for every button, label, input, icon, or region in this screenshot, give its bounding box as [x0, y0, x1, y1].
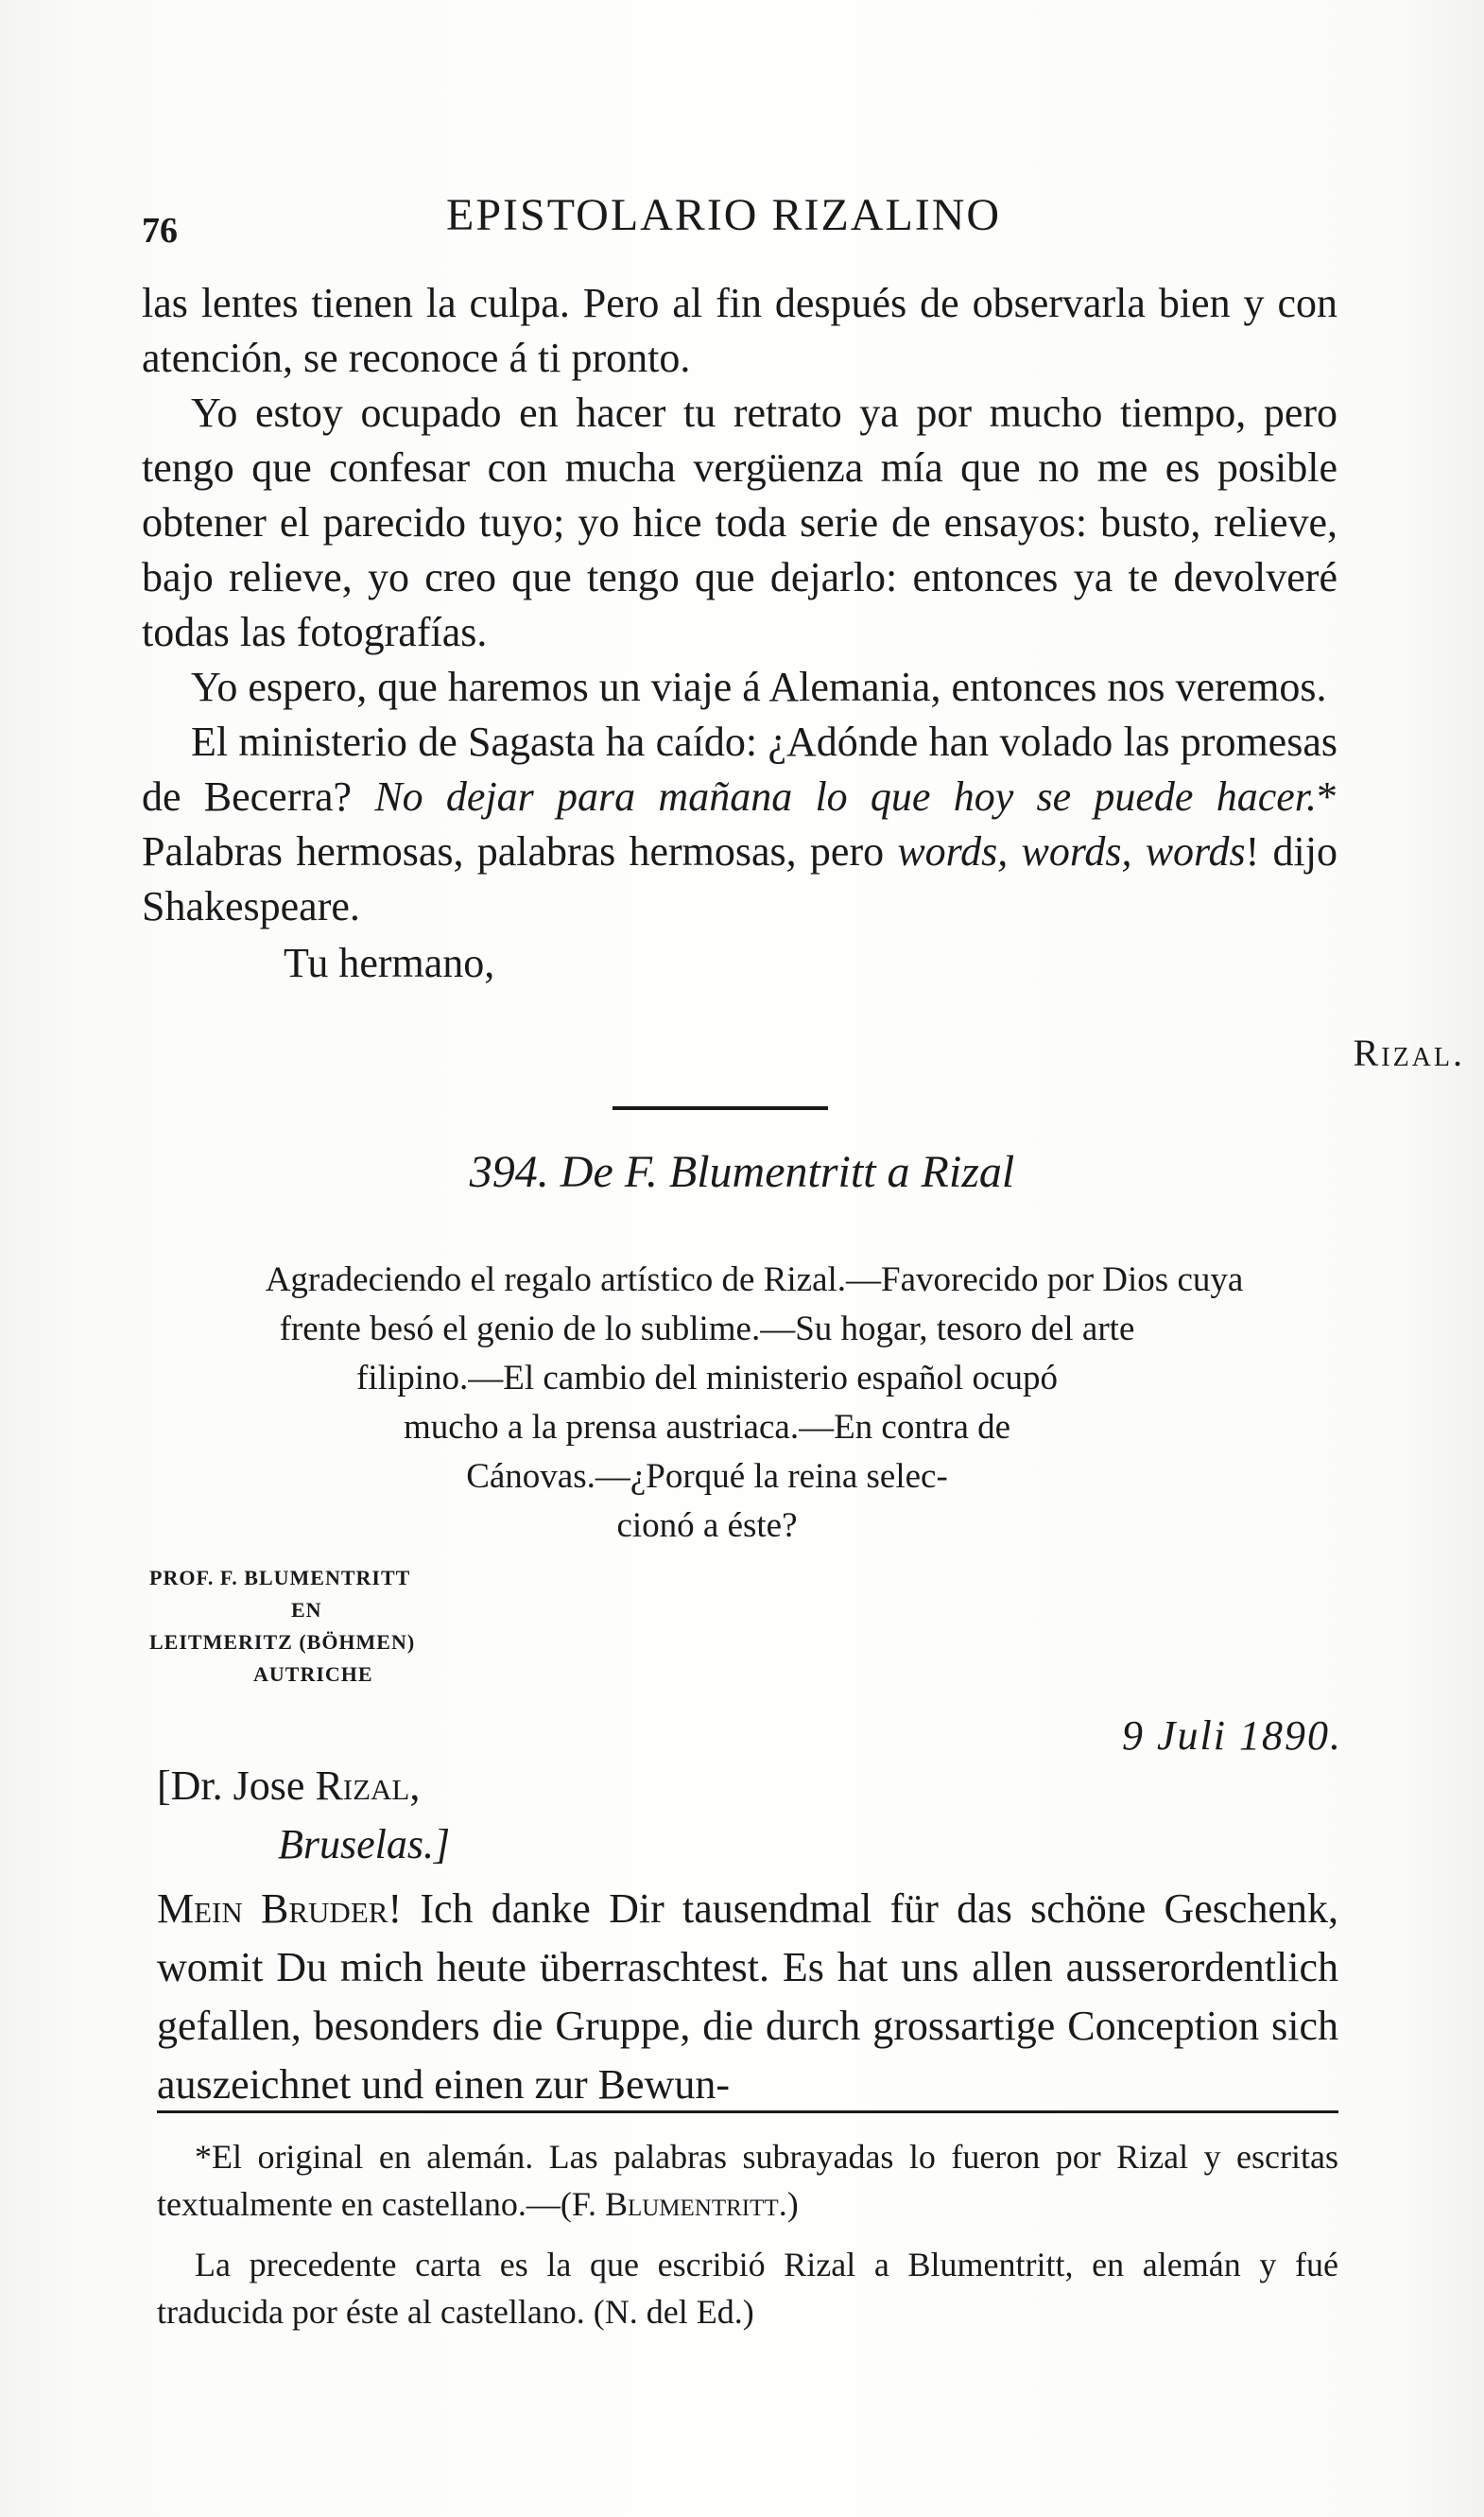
letter-date: 9 Juli 1890.	[1122, 1712, 1342, 1759]
paragraph-4	[142, 715, 1337, 934]
summary-line-3: filipino.—El cambio del ministerio español ocupó	[356, 1359, 1058, 1397]
recipient-address	[157, 1757, 450, 1874]
signature-rizal: Rizal.	[1353, 1032, 1465, 1074]
address-line-1	[157, 1757, 450, 1815]
paragraph-3: Yo espero, que haremos un viaje á Alemania, entonces nos veremos.	[191, 664, 1327, 710]
spanish-proverb: No dejar para mañana lo que hoy se puede hacer.	[374, 773, 1317, 820]
paragraph-4-text-a: El ministerio de Sagasta ha caído: ¿Adónde han volado las promesas de Becerra?	[142, 719, 1337, 820]
letterhead-line-3: LEITMERITZ (BÖHMEN)	[149, 1630, 416, 1654]
footnote-1	[157, 2133, 1338, 2228]
footnote-1-c: .)	[778, 2185, 799, 2223]
summary-line-4: mucho a la prensa austriaca.—En contra de	[403, 1408, 1011, 1447]
closing-line: Tu hermano,	[284, 940, 495, 986]
letter-body-text: ! Ich danke Dir tausendmal für das schöne Geschenk, womit Du mich heute überraschtest. Es hat uns allen ausserordentlich gefallen, besonders die Gruppe, die durch grossartige Conception sich auszeichnet und einen zur Bewun-	[157, 1885, 1338, 2108]
salutation: Mein Bruder	[157, 1885, 388, 1932]
footnote-1-a: *El original en alemán. Las palabras subrayadas lo fueron por Rizal y escritas textualmente en castellano.—(F.	[157, 2138, 1338, 2223]
previous-letter-body	[142, 276, 1337, 991]
footnotes	[157, 2133, 1338, 2349]
letter-body	[157, 1880, 1338, 2114]
letter-heading: 394. De F. Blumentritt a Rizal	[469, 1147, 1015, 1197]
letterhead	[149, 1562, 415, 1691]
footnote-2: La precedente carta es la que escribió Rizal a Blumentritt, en alemán y fué traducida por éste al castellano. (N. del Ed.)	[157, 2246, 1338, 2331]
letterhead-line-2: EN	[291, 1598, 322, 1622]
letterhead-line-4: AUTRICHE	[253, 1662, 373, 1686]
page-header	[142, 189, 1342, 255]
footnote-1-b: Blumentritt	[604, 2185, 779, 2223]
summary-line-6: cionó a éste?	[616, 1506, 798, 1545]
paragraph-2: Yo estoy ocupado en hacer tu retrato ya por mucho tiempo, pero tengo que confesar con mucha vergüenza mía que no me es posible obtener el parecido tuyo; yo hice toda serie de ensayos: busto, relieve, bajo relieve, yo creo que tengo que dejarlo: entonces ya te devolveré todas las fotografías.	[142, 390, 1337, 655]
paragraph-4-text-c: ! dijo Shakespeare.	[142, 828, 1337, 929]
summary-line-1: Agradeciendo el regalo artístico de Rizal.—Favorecido por Dios cuya	[265, 1260, 1244, 1299]
section-divider	[613, 1106, 828, 1110]
footnote-rule	[157, 2110, 1338, 2113]
summary-line-2: frente besó el genio de lo sublime.—Su hogar, tesoro del arte	[279, 1310, 1135, 1348]
summary-line-5: Cánovas.—¿Porqué la reina selec-	[466, 1457, 948, 1496]
address-line-2: Bruselas.]	[278, 1821, 451, 1867]
address-name-b: Rizal,	[315, 1762, 421, 1809]
running-title: EPISTOLARIO RIZALINO	[446, 190, 1002, 240]
page-number: 76	[142, 211, 178, 251]
words-quote: words, words, words	[897, 828, 1246, 875]
address-name-a: [Dr. Jose	[157, 1762, 316, 1809]
paragraph-4-text-b: * Palabras hermosas, palabras hermosas, pero	[142, 773, 1337, 875]
letterhead-line-1: PROF. F. BLUMENTRITT	[149, 1566, 411, 1589]
paragraph-1: las lentes tienen la culpa. Pero al fin después de observarla bien y con atención, se reconoce á ti pronto.	[142, 280, 1337, 381]
